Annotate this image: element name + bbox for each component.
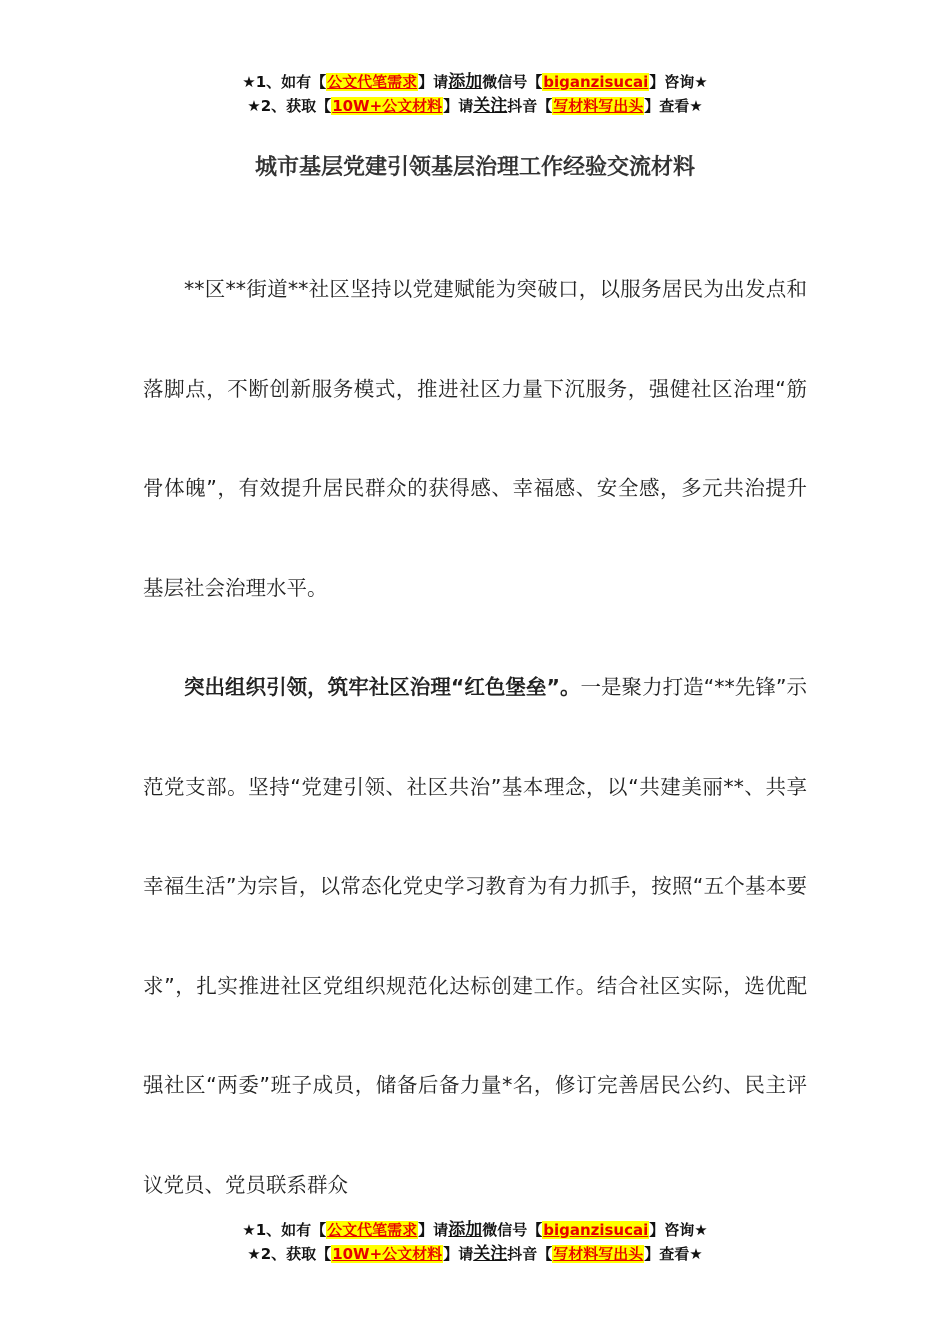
promo-highlight-wechat-id: biganzisucai (543, 73, 649, 91)
promo-highlight-douyin-account: 写材料写出头 (553, 1245, 644, 1263)
promo-text: 】查看★ (644, 97, 703, 115)
promo-line-1 (0, 70, 950, 94)
paragraph-lead-heading: 突出组织引领，筑牢社区治理“红色堡垒”。 (184, 675, 581, 699)
promo-line-1 (0, 1218, 950, 1242)
promo-text: 微信号【 (482, 73, 543, 91)
promo-text: ★1、如有【 (242, 73, 327, 91)
promo-text: 抖音【 (507, 97, 553, 115)
promo-text: 抖音【 (507, 1245, 553, 1263)
promo-text: 】请 (418, 1221, 449, 1239)
promo-highlight-wechat-id: biganzisucai (543, 1221, 649, 1239)
promo-text: 】请 (418, 73, 449, 91)
promo-highlight-materials: 10W+公文材料 (332, 97, 443, 115)
promo-text: 】请 (443, 97, 474, 115)
document-body (143, 240, 807, 1235)
promo-highlight-service: 公文代笔需求 (327, 73, 418, 91)
promo-text: ★1、如有【 (242, 1221, 327, 1239)
promo-emphasis: 添加 (448, 72, 483, 92)
promo-text: 】咨询★ (649, 73, 708, 91)
promo-text: 微信号【 (482, 1221, 543, 1239)
promo-emphasis: 关注 (473, 96, 508, 116)
promo-highlight-douyin-account: 写材料写出头 (553, 97, 644, 115)
promo-text: 】请 (443, 1245, 474, 1263)
document-title: 城市基层党建引领基层治理工作经验交流材料 (254, 155, 695, 180)
promo-line-2 (0, 1242, 950, 1266)
paragraph-intro: **区**街道**社区坚持以党建赋能为突破口，以服务居民为出发点和落脚点，不断创新服务模式，推进社区力量下沉服务，强健社区治理“筋骨体魄”，有效提升居民群众的获得感、幸福感、安全感，多元共治提升基层社会治理水平。 (143, 277, 807, 600)
paragraph-body-text: 一是聚力打造“**先锋”示范党支部。坚持“党建引领、社区共治”基本理念，以“共建美丽**、共享幸福生活”为宗旨，以常态化党史学习教育为有力抓手，按照“五个基本要求”，扎实推进社区党组织规范化达标创建工作。结合社区实际，选优配强社区“两委”班子成员，储备后备力量*名，修订完善居民公约、民主评议党员、党员联系群众 (143, 675, 807, 1197)
promo-text: 】咨询★ (649, 1221, 708, 1239)
promo-highlight-service: 公文代笔需求 (327, 1221, 418, 1239)
paragraph-organization-leadership (143, 638, 807, 1235)
header-promo-banner (0, 70, 950, 118)
promo-line-2 (0, 94, 950, 118)
promo-emphasis: 关注 (473, 1244, 508, 1264)
promo-highlight-materials: 10W+公文材料 (332, 1245, 443, 1263)
promo-emphasis: 添加 (448, 1220, 483, 1240)
promo-text: 】查看★ (644, 1245, 703, 1263)
promo-text: ★2、获取【 (247, 97, 332, 115)
footer-promo-banner (0, 1218, 950, 1266)
promo-text: ★2、获取【 (247, 1245, 332, 1263)
